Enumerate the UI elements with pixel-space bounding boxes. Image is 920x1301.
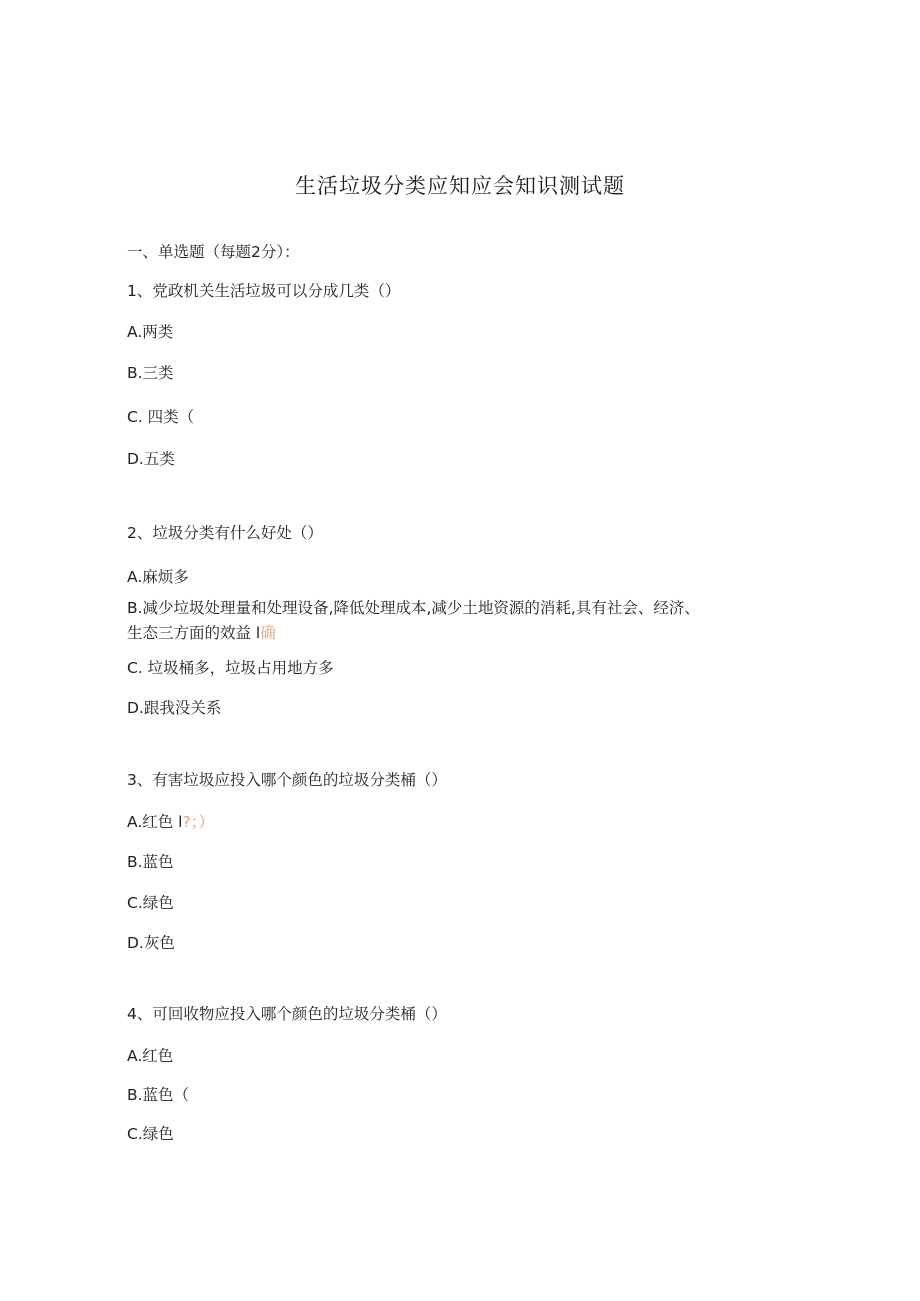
question-1-option-b: B.三类	[127, 364, 174, 382]
question-2-option-b-continued	[127, 623, 276, 643]
question-1-option-c: C. 四类（	[127, 408, 195, 426]
page-title: 生活垃圾分类应知应会知识测试题	[295, 174, 625, 198]
question-3-option-a	[127, 812, 214, 832]
question-1-option-d: D.五类	[127, 450, 175, 468]
question-2-stem: 2、垃圾分类有什么好处（）	[127, 524, 323, 542]
question-1-option-a: A.两类	[127, 323, 174, 341]
question-3-option-c: C.绿色	[127, 894, 174, 912]
question-2-option-c: C. 垃圾桶多，垃圾占用地方多	[127, 659, 334, 677]
question-4-option-a: A.红色	[127, 1047, 174, 1065]
question-4-stem: 4、可回收物应投入哪个颜色的垃圾分类桶（）	[127, 1005, 447, 1023]
question-2-option-b-tail: 生态三方面的效益 l	[127, 624, 261, 642]
question-4-option-c: C.绿色	[127, 1125, 174, 1143]
question-2-option-a: A.麻烦多	[127, 568, 189, 586]
question-1-stem: 1、党政机关生活垃圾可以分成几类（）	[127, 282, 401, 300]
question-2-hint: 确	[260, 624, 276, 642]
section-heading: 一、单选题（每题2分）：	[127, 243, 300, 261]
question-3-option-b: B.蓝色	[127, 853, 174, 871]
question-2-option-d: D.跟我没关系	[127, 699, 222, 717]
question-3-stem: 3、有害垃圾应投入哪个颜色的垃圾分类桶（）	[127, 771, 447, 789]
question-3-option-d: D.灰色	[127, 934, 175, 952]
question-3-hint: ?；）	[182, 813, 214, 831]
question-3-option-a-text: A.红色 l	[127, 813, 183, 831]
question-4-option-b: B.蓝色（	[127, 1086, 190, 1104]
question-2-option-b: B.减少垃圾处理量和处理设备,降低处理成本,减少土地资源的消耗,具有社会、经济、	[127, 599, 700, 617]
